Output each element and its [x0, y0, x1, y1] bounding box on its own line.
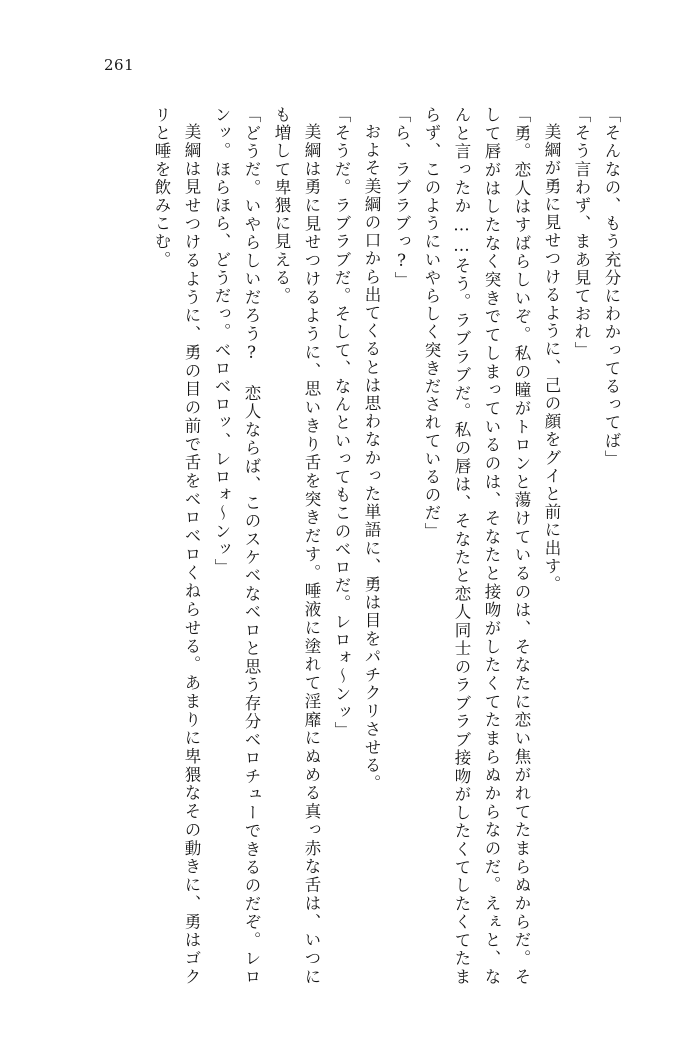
paragraph: 「どうだ。いやらしいだろう? 恋人ならば、このスケベなベロと思う存分ベロチューできるのだぞ。レロンッ。ほらほら、どうだっ。ベロベロッ、レロォ〜ンッ」 — [212, 106, 261, 986]
paragraph: 美綱が勇に見せつけるように、己の顔をグイと前に出す。 — [542, 123, 561, 594]
paragraph: 「そうだ。ラブラブだ。そして、なんといってもこのベロだ。レロォ〜ンッ」 — [332, 106, 351, 740]
body-text — [70, 106, 626, 986]
paragraph: 「そんなの、もう充分にわかってるってば」 — [602, 106, 621, 468]
paragraph: 「ら、ラブラブっ?」 — [392, 106, 411, 290]
paragraph: 美綱は見せつけるように、勇の目の前で舌をベロベロくねらせる。あまりに卑猥なその動きに、勇はゴクリと唾を飲みこむ。 — [152, 106, 201, 986]
page-number: 261 — [104, 56, 135, 74]
paragraph: およそ美綱の口から出てくるとは思わなかった単語に、勇は目をパチクリさせる。 — [362, 123, 381, 793]
paragraph: 美綱は勇に見せつけるように、思いきり舌を突きだす。唾液に塗れて淫靡にぬめる真っ赤な舌は、いつにも増して卑猥に見える。 — [272, 106, 321, 986]
paragraph: 「そう言わず、まあ見ておれ」 — [572, 106, 591, 360]
paragraph: 「勇。恋人はすばらしいぞ。私の瞳がトロンと蕩けているのは、そなたに恋い焦がれてたまらぬからだ。そして唇がはしたなく突きでてしまっているのは、そなたと接吻がしたくてたまらぬからなのだ。えぇと、なんと言ったか……そう。ラブラブだ。私の唇は、そなたと恋人同士のラブラブ接吻がしたくてしたくてたまらず、このようにいやらしく突きだされているのだ」 — [422, 106, 531, 986]
